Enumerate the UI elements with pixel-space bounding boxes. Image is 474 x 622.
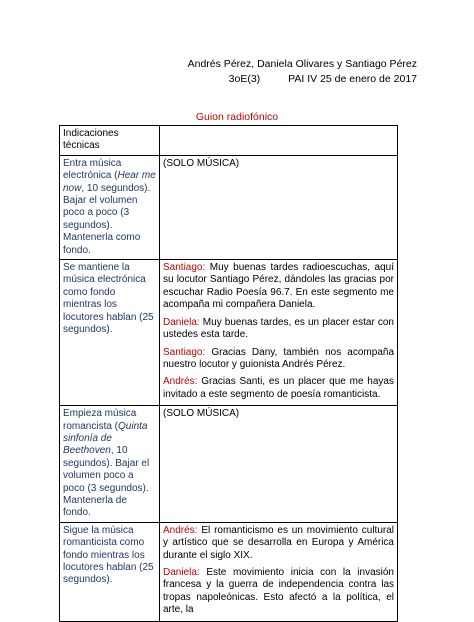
dialogue-line [163,262,394,312]
dialogue-text: Muy buenas tardes, es un placer estar con ustedes esta tarde. [163,316,394,341]
dialogue-text: (SOLO MÚSICA) [163,157,240,169]
table-row [60,260,398,406]
technical-cell [60,406,160,523]
technical-text: Entra música electrónica ( [63,157,122,182]
dialogue-cell [160,522,398,621]
technical-cell [60,155,160,259]
dialogue-text: Este movimiento inicia con la invasión francesa y la guerra de independencia contra las tropas napoleónicas. Esto afectó a la política, el arte, la [163,567,394,616]
technical-text: Empieza música romancista ( [63,408,137,432]
speaker-name: Santiago: [163,262,206,274]
table-header-row [60,126,398,156]
dialogue-text: Gracias Santi, es un placer que me hayas invitado a este segmento de poesía romanticista. [163,376,394,400]
technical-title: Quinta sinfonía de Beethoven [63,420,148,457]
dialogue-line [163,408,394,420]
script-table [59,125,398,622]
dialogue-line [163,317,394,342]
course-date: PAI IV 25 de enero de 2017 [288,73,417,85]
dialogue-line [163,525,394,562]
authors-line: Andrés Pérez, Daniela Olivares y Santiago Pérez [187,58,417,70]
speaker-name: Andrés: [163,524,198,536]
dialogue-line [163,376,394,401]
dialogue-text: Muy buenas tardes radioescuchas, aquí su locutor Santiago Pérez, dándoles las gracias por escuchar Radio Poesía 96.7. En este segmento me acompaña mi compañera Daniela. [163,262,394,311]
course-line [229,73,417,86]
technical-cell [60,522,160,621]
speaker-name: Daniela: [163,567,200,578]
group-label: 3oE(3) [228,73,261,85]
dialogue-cell [160,406,398,523]
dialogue-cell [160,260,398,406]
table-row [60,155,398,259]
header-cell-left: Indicaciones técnicas [60,126,160,156]
table-row [60,522,398,621]
dialogue-line [163,158,394,170]
technical-text: , 10 segundos). Bajar el volumen poco a poco (3 segundos). Mantenerla como fondo. [63,182,151,256]
speaker-name: Santiago: [163,346,206,358]
technical-text: Sigue la música romanticista como fondo mientras los locutores hablan (25 segundos). [63,524,154,586]
document-title: Guion radiofónico [195,111,279,123]
dialogue-line [163,567,394,617]
technical-title: Hear me now [63,170,156,194]
table-row [60,406,398,523]
dialogue-text: El romanticismo es un movimiento cultural y artístico que se desarrolla en Europa y América durante el siglo XIX. [163,524,394,561]
speaker-name: Andrés: [163,376,198,388]
dialogue-cell [160,155,398,259]
technical-text: Se mantiene la música electrónica como fondo mientras los locutores hablan (25 segundos). [63,262,154,336]
dialogue-line [163,347,394,372]
dialogue-text: (SOLO MÚSICA) [163,408,240,420]
dialogue-text: Gracias Dany, también nos acompaña nuestro locutor y guionista Andrés Pérez. [163,346,394,370]
header-cell-right [160,126,398,156]
technical-text: , 10 segundos). Bajar el volumen poco a poco (3 segundos). Mantenerla de fondo. [63,445,150,519]
speaker-name: Daniela: [163,316,200,328]
technical-cell [60,260,160,406]
